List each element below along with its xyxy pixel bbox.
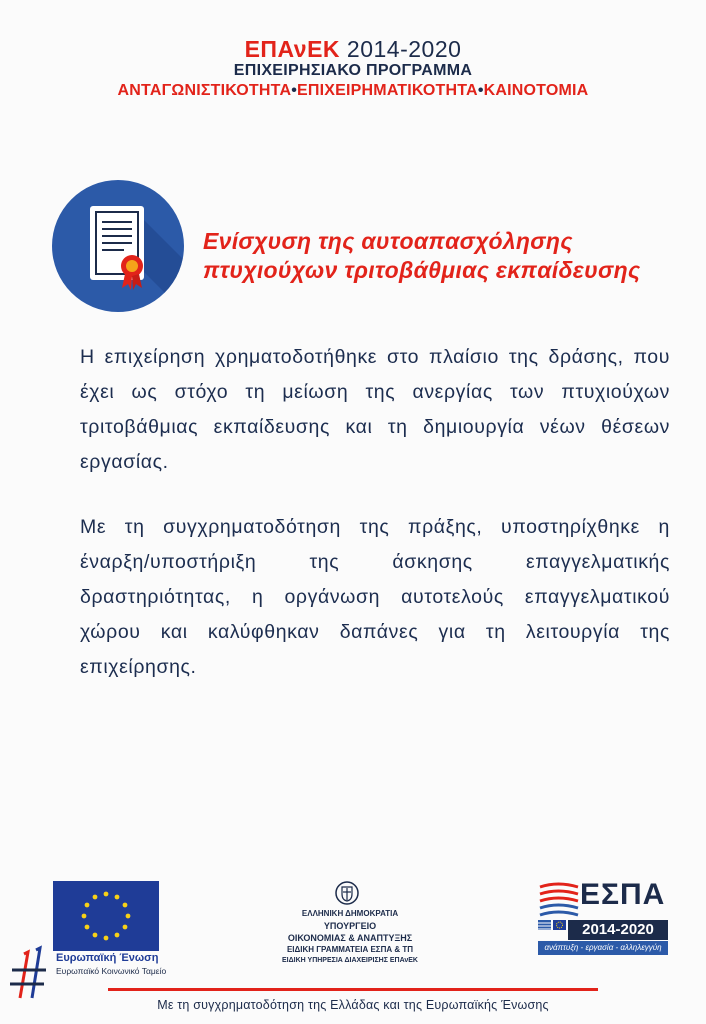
- theme-innovation: ΚΑΙΝΟΤΟΜΙΑ: [483, 82, 589, 99]
- body-paragraph-1: Η επιχείρηση χρηματοδοτήθηκε στο πλαίσιο της δράσης, που έχει ως στόχο τη μείωση της ανεργίας των πτυχιούχων τριτοβάθμιας εκπαίδευσης και τη δημιουργία νέων θέσεων εργασίας.: [80, 346, 670, 473]
- espa-word: ΕΣΠΑ: [580, 878, 666, 911]
- espa-years: 2014-2020: [568, 920, 668, 940]
- action-title: [203, 227, 683, 285]
- certificate-icon: [52, 180, 184, 312]
- ministry-line-4: ΕΙΔΙΚΗ ΓΡΑΜΜΑΤΕΙΑ ΕΣΠΑ & ΤΠ: [286, 945, 414, 954]
- body-paragraph-2: Με τη συγχρηματοδότηση της πράξης, υποστηρίχθηκε η έναρξη/υποστήριξη της άσκησης επαγγελματικής δραστηριότητας, η οργάνωση αυτοτελούς επαγγελματικού χώρου και καλύφθηκαν δαπάνες για τη λειτουργία της επιχείρησης.: [80, 516, 670, 678]
- hashtag-logo-icon: [8, 940, 48, 1000]
- greek-emblem-icon: [334, 880, 360, 906]
- eu-fund-label: Ευρωπαϊκό Κοινωνικό Ταμείο: [56, 966, 167, 976]
- espa-tagline: ανάπτυξη - εργασία - αλληλεγγύη: [538, 941, 668, 955]
- ministry-line-5: ΕΙΔΙΚΗ ΥΠΗΡΕΣΙΑ ΔΙΑΧΕΙΡΙΣΗΣ ΕΠΑνΕΚ: [282, 957, 418, 964]
- ministry-line-2: ΥΠΟΥΡΓΕΙΟ: [323, 921, 377, 931]
- footer-text: Με τη συγχρηματοδότηση της Ελλάδας και της Ευρωπαϊκής Ένωσης: [157, 998, 549, 1012]
- eu-label: Ευρωπαϊκή Ένωση: [56, 952, 159, 964]
- program-title: [0, 36, 706, 63]
- program-themes: [0, 82, 706, 100]
- program-years: 2014-2020: [346, 36, 462, 62]
- brand-name: ΕΠΑνΕΚ: [244, 36, 341, 62]
- theme-separator: •: [291, 82, 298, 99]
- ministry-line-3: ΟΙΚΟΝΟΜΙΑΣ & ΑΝΑΠΤΥΞΗΣ: [287, 933, 413, 943]
- theme-competitiveness: ΑΝΤΑΓΩΝΙΣΤΙΚΟΤΗΤΑ: [117, 82, 292, 99]
- eu-flag-icon: [53, 881, 159, 951]
- program-subtitle: ΕΠΙΧΕΙΡΗΣΙΑΚΟ ΠΡΟΓΡΑΜΜΑ: [233, 62, 473, 79]
- theme-entrepreneurship: ΕΠΙΧΕΙΡΗΜΑΤΙΚΟΤΗΤΑ: [297, 82, 478, 99]
- action-title-line2: πτυχιούχων τριτοβάθμιας εκπαίδευσης: [203, 257, 641, 283]
- action-title-line1: Ενίσχυση της αυτοαπασχόλησης: [203, 228, 573, 254]
- greek-eu-flags-icon: [538, 920, 566, 940]
- ministry-line-1: ΕΛΛΗΝΙΚΗ ΔΗΜΟΚΡΑΤΙΑ: [301, 909, 399, 918]
- footer-divider: [108, 988, 598, 991]
- theme-separator: •: [477, 82, 484, 99]
